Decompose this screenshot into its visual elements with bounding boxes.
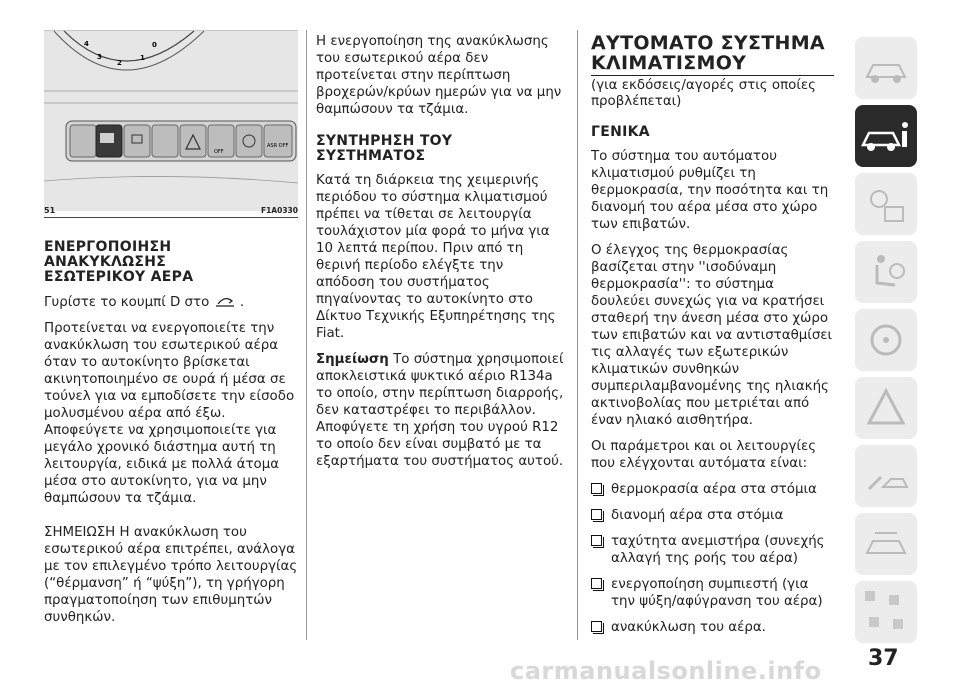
- section-heading-maintenance: ΣΥΝΤΗΡΗΣΗ ΤΟΥ ΣΥΣΤΗΜΑΤΟΣ: [316, 133, 453, 164]
- tools-car-icon: [855, 445, 917, 507]
- page-number: 37: [868, 646, 899, 671]
- middle-column: [316, 33, 564, 470]
- dial-label-2: 2: [117, 59, 122, 67]
- airbag-seat-icon: [855, 241, 917, 303]
- warning-lights-icon: [855, 173, 917, 235]
- tab-warning-lights[interactable]: [855, 173, 917, 235]
- car-dashboard-icon: [855, 37, 917, 99]
- section-heading-general: ΓΕΝΙΚΑ: [591, 124, 650, 140]
- section-title-auto-climate: ΑΥΤΟΜΑΤΟ ΣΥΣΤΗΜΑ ΚΛΙΜΑΤΙΣΜΟΥ: [591, 32, 825, 74]
- list-item: διανομή αέρα στα στόμια: [591, 507, 836, 524]
- right-column: [591, 33, 836, 636]
- tab-specifications[interactable]: [855, 513, 917, 575]
- maintenance-paragraph: Κατά τη διάρκεια της χειμερινής περιόδου το σύστημα κλιματισμού πρέπει να τίθεται σε λειτουργία τουλάχιστον μία φορά το μήνα για 10 λεπτά περίπου. Πριν από τη θερινή περίοδο ελέγξτε την απόδοση του συστήματος πηγαίνοντας το αυτοκίνητο στο Δίκτυο Τεχνικής Εξυπηρέτησης της Fiat.: [316, 173, 556, 341]
- tab-index[interactable]: [855, 581, 917, 643]
- list-item: θερμοκρασία αέρα στα στόμια: [591, 481, 836, 498]
- tab-emergency[interactable]: [855, 377, 917, 439]
- general-paragraph-2: Ο έλεγχος της θερμοκρασίας βασίζεται στην ''ισοδύναμη θερμοκρασία'': το σύστημα δουλεύει συνεχώς για να κρατήσει σταθερή την άνεση μέσα στο χώρο των επιβατών και να αντισταθμίσει τις αλλαγές των εξωτερικών κλιματικών συνθηκών συμπεριλαμβανομένης της ηλιακής ακτινοβολίας που μετριέται από έναν ηλιακό αισθητήρα.: [591, 243, 833, 428]
- tab-driving[interactable]: [855, 309, 917, 371]
- dial-label-4: 4: [84, 40, 89, 48]
- tab-car-info[interactable]: [855, 105, 917, 167]
- figure-number: 51: [44, 206, 56, 215]
- recirculation-note: ΣΗΜΕΙΩΣΗ Η ανακύκλωση του εσωτερικού αέρα επιτρέπει, ανάλογα με τον επιλεγμένο τρόπο λειτουργίας (“θέρμανση” ή “ψύξη”), τη γρήγορη πραγματοποίηση των επιθυμητών συνθηκών.: [44, 525, 298, 625]
- title-underline: [591, 75, 834, 76]
- steering-wheel-icon: [855, 309, 917, 371]
- refrigerant-note: Σημείωση Το σύστημα χρησιμοποιεί αποκλειστικά ψυκτικό αέριο R134a το οποίο, στην περίπτωση διαρροής, δεν καταστρέφει το περιβάλλον. Αποφύγετε τη χρήση του υγρού R12 το οποίο δεν είναι συμβατό με τα εξαρτήματα του συστήματος αυτού.: [316, 352, 564, 469]
- recirculation-instruction: Γυρίστε το κουμπί D στο .: [44, 295, 245, 310]
- tab-dashboard[interactable]: [855, 37, 917, 99]
- recirculation-paragraph: Προτείνεται να ενεργοποιείτε την ανακύκλωση του εσωτερικού αέρα όταν το αυτοκίνητο βρίσκεται ακινητοποιημένο σε ουρά ή μέσα σε τούνελ για να εμποδίσετε την είσοδο μολυσμένου αέρα από έξω. Αποφεύγετε να χρησιμοποιείτε για μεγάλο χρονικό διάστημα αυτή τη λειτουργία, ειδικά με πολλά άτομα μέσα στο αυτοκίνητο, για να μην θαμπώσουν τα τζάμια.: [44, 321, 295, 506]
- figure-code: F1A0330: [260, 206, 298, 215]
- left-column: [44, 240, 298, 626]
- recirculation-icon: [214, 295, 236, 307]
- tab-maintenance[interactable]: [855, 445, 917, 507]
- control-panel-figure: [44, 30, 298, 211]
- recirculation-warning: Η ενεργοποίηση της ανακύκλωσης του εσωτερικού αέρα δεν προτείνεται στην περίπτωση βροχερών/κρύων ημερών για να μην θαμπώσουν τα τζάμια.: [316, 34, 562, 117]
- list-item: ταχύτητα ανεμιστήρα (συνεχής αλλαγή της ροής του αέρα): [591, 533, 836, 567]
- car-info-icon: [855, 105, 917, 167]
- dial-label-0: 0: [152, 41, 157, 49]
- asr-off-button-label: ASR OFF: [267, 143, 289, 149]
- off-button-label: OFF: [214, 149, 224, 155]
- control-panel-illustration: [44, 31, 298, 211]
- list-item: ενεργοποίηση συμπιεστή (για την ψύξη/αφύγρανση του αέρα): [591, 576, 836, 610]
- specs-car-icon: [855, 513, 917, 575]
- column-divider-1: [306, 30, 307, 640]
- chapter-tabs: [855, 37, 917, 649]
- section-heading-recirculation: ΕΝΕΡΓΟΠΟΙΗΣΗ ΑΝΑΚΥΚΛΩΣΗΣ ΕΣΩΤΕΡΙΚΟΥ ΑΕΡΑ: [44, 239, 194, 285]
- availability-note: (για εκδόσεις/αγορές στις οποίες προβλέπεται): [591, 78, 816, 109]
- index-letters-icon: [855, 581, 917, 643]
- dial-label-3: 3: [97, 53, 102, 61]
- warning-triangle-icon: [855, 377, 917, 439]
- general-paragraph-1: Το σύστημα του αυτόματου κλιματισμού ρυθμίζει τη θερμοκρασία, την ποσότητα και τη διανομή του αέρα μέσα στο χώρο των επιβατών.: [591, 149, 829, 232]
- auto-functions-list: [591, 481, 836, 636]
- figure-caption-bar: [44, 206, 298, 218]
- column-divider-2: [577, 30, 578, 640]
- tab-safety[interactable]: [855, 241, 917, 303]
- general-paragraph-3: Οι παράμετροι και οι λειτουργίες που ελέγχονται αυτόματα είναι:: [591, 439, 817, 471]
- dial-label-1: 1: [140, 54, 145, 62]
- list-item: ανακύκλωση του αέρα.: [591, 619, 836, 636]
- watermark: carmanualsonline.info: [510, 657, 822, 685]
